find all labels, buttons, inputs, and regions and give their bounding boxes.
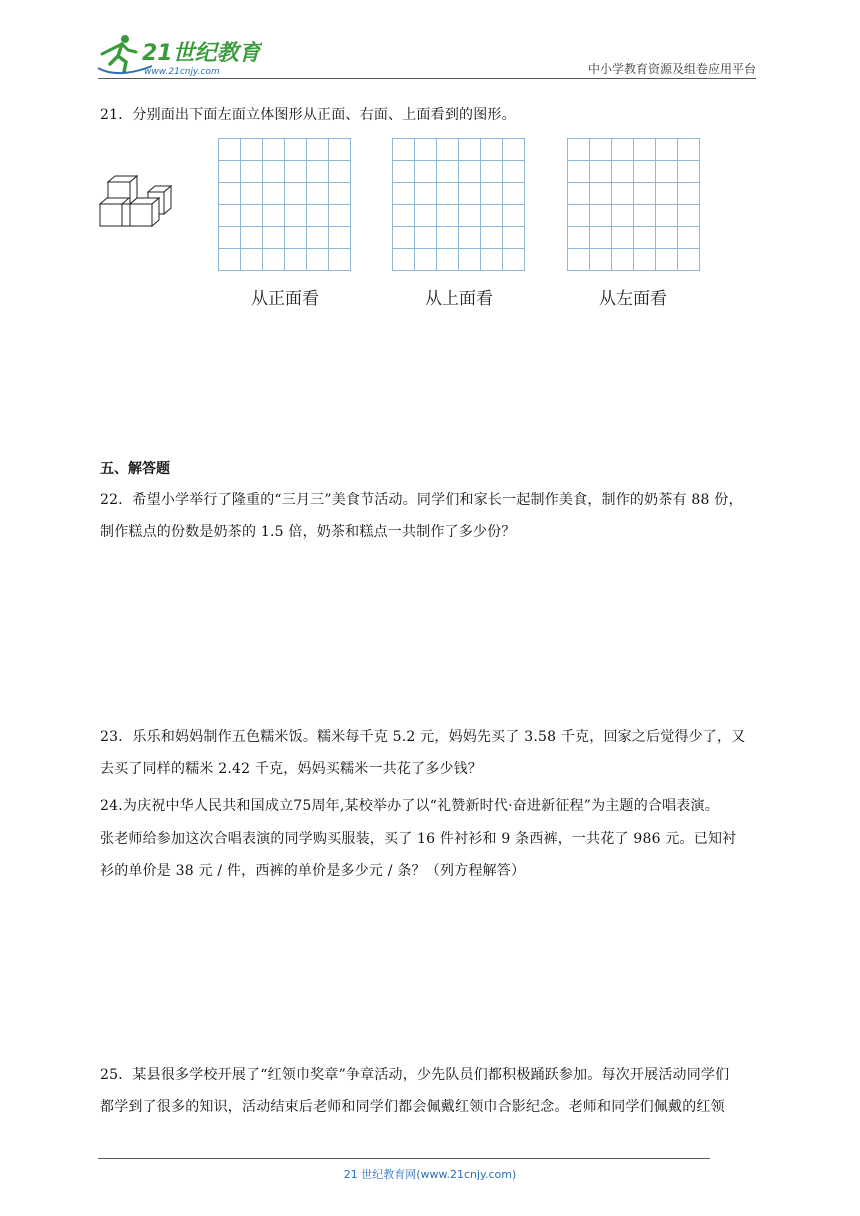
grid-lines — [567, 138, 700, 271]
label-top-view: 从上面看 — [425, 289, 493, 309]
label-left-view: 从左面看 — [599, 289, 667, 309]
section-title: 五、解答题 — [100, 461, 170, 477]
question-25-line-2: 都学到了很多的知识，活动结束后老师和同学们都会佩戴红领巾合影纪念。老师和同学们佩戴的红领 — [100, 1099, 725, 1115]
site-logo — [92, 30, 262, 80]
question-24-line-1: 24.为庆祝中华人民共和国成立75周年,某校举办了以“礼赞新时代·奋进新征程”为主题的合唱表演。 — [100, 798, 719, 814]
grid-lines — [392, 138, 525, 271]
runner-logo-icon — [92, 30, 262, 80]
footer-link[interactable]: 21 世纪教育网(www.21cnjy.com) — [343, 1168, 517, 1181]
question-23-line-2: 去买了同样的糯米 2.42 千克，妈妈买糯米一共花了多少钱？ — [100, 761, 483, 777]
grid-front-view[interactable] — [218, 138, 351, 275]
footer-divider — [98, 1158, 710, 1159]
question-23-line-1: 23．乐乐和妈妈制作五色糯米饭。糯米每千克 5.2 元，妈妈先买了 3.58 千克，回家之后觉得少了，又 — [100, 729, 746, 745]
question-24-line-2: 张老师给参加这次合唱表演的同学购买服装，买了 16 件衬衫和 9 条西裤，一共花了 986 元。已知衬 — [100, 831, 737, 847]
platform-title: 中小学教育资源及组卷应用平台 — [587, 62, 756, 76]
logo-url: www.21cnjy.com — [144, 67, 220, 77]
label-front-view: 从正面看 — [251, 289, 319, 309]
logo-text: 21世纪教育 — [142, 41, 261, 66]
question-25-line-1: 25．某县很多学校开展了“红领巾奖章”争章活动，少先队员们都积极踊跃参加。每次开展活动同学们 — [100, 1067, 730, 1083]
cube-figure — [96, 172, 176, 240]
grid-top-view[interactable] — [392, 138, 525, 275]
question-21-text: 21．分别面出下面左面立体图形从正面、右面、上面看到的图形。 — [100, 107, 516, 123]
grid-lines — [218, 138, 351, 271]
question-22-line-1: 22．希望小学举行了隆重的“三月三”美食节活动。同学们和家长一起制作美食，制作的奶茶有 88 份， — [100, 492, 743, 508]
question-22-line-2: 制作糕点的份数是奶茶的 1.5 倍，奶茶和糕点一共制作了多少份？ — [100, 524, 516, 540]
question-24-line-3: 衫的单价是 38 元 / 件，西裤的单价是多少元 / 条？（列方程解答） — [100, 863, 526, 879]
grid-left-view[interactable] — [567, 138, 700, 275]
header-divider — [98, 78, 756, 79]
